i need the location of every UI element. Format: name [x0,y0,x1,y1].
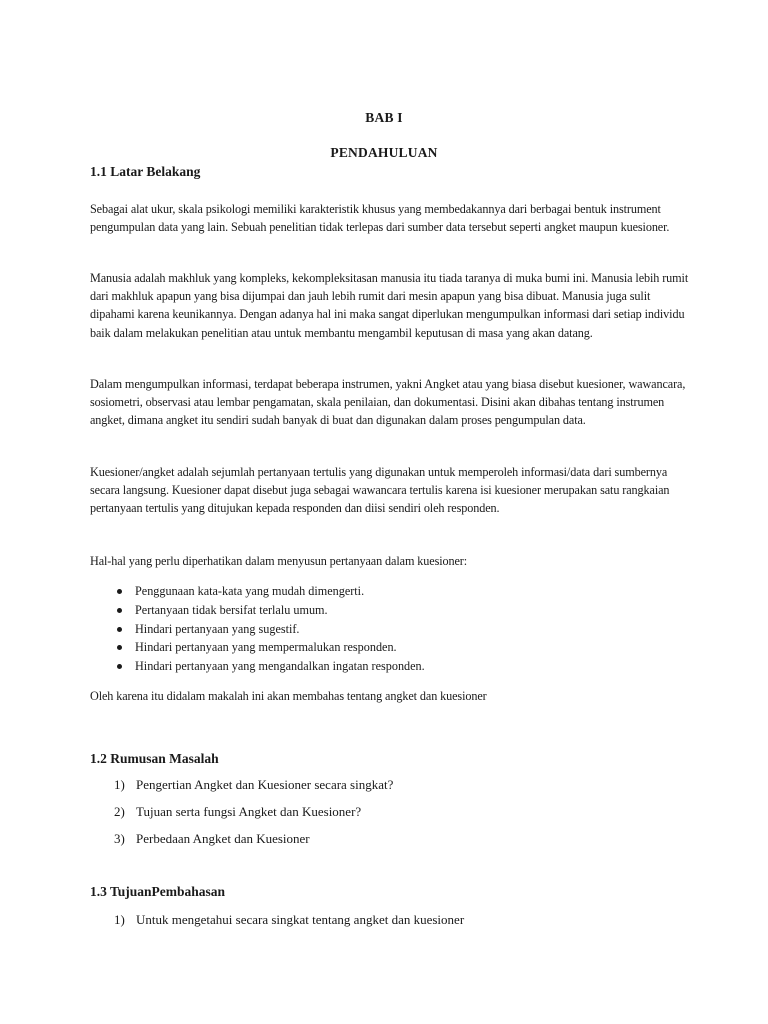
bullet-list [90,582,690,676]
list-item-text: Perbedaan Angket dan Kuesioner [136,831,310,846]
bullet-item: Penggunaan kata-kata yang mudah dimengerti. [90,582,690,601]
list-item-text: Tujuan serta fungsi Angket dan Kuesioner? [136,804,362,819]
section-heading-latar-belakang: 1.1 Latar Belakang [90,164,201,179]
bullet-item: Hindari pertanyaan yang sugestif. [90,620,690,639]
numbered-list-tujuan [90,911,690,938]
list-number: 2) [114,804,125,819]
list-item [90,830,690,857]
bullet-item: Hindari pertanyaan yang mempermalukan responden. [90,638,690,657]
list-item [90,776,690,803]
bullet-item: Pertanyaan tidak bersifat terlalu umum. [90,601,690,620]
chapter-label: BAB I [365,110,403,125]
list-number: 1) [114,777,125,792]
paragraph: Sebagai alat ukur, skala psikologi memiliki karakteristik khusus yang membedakannya dari berbagai bentuk instrument pengumpulan data yang lain. Sebuah penelitian tidak terlepas dari sumber data tersebut seperti angket maupun kuesioner. [90,202,670,235]
paragraph: Dalam mengumpulkan informasi, terdapat beberapa instrumen, yakni Angket atau yang biasa disebut kuesioner, wawancara, sosiometri, observasi atau lembar pengamatan, skala penilaian, dan dokumentasi. Disini akan dibahas tentang instrumen angket, dimana angket itu sendiri sudah banyak di buat dan digunakan dalam proses pengumpulan data. [90,377,686,428]
section-heading-tujuan-pembahasan: 1.3 TujuanPembahasan [90,884,226,899]
list-number: 1) [114,912,125,927]
list-item [90,911,690,938]
bullet-item: Hindari pertanyaan yang mengandalkan ingatan responden. [90,657,690,676]
numbered-list-rumusan [90,776,690,857]
paragraph: Hal-hal yang perlu diperhatikan dalam menyusun pertanyaan dalam kuesioner: [90,554,468,568]
closing-paragraph: Oleh karena itu didalam makalah ini akan membahas tentang angket dan kuesioner [90,689,487,703]
list-item [90,803,690,830]
chapter-title: PENDAHULUAN [330,145,438,160]
list-number: 3) [114,831,125,846]
section-heading-rumusan-masalah: 1.2 Rumusan Masalah [90,751,219,766]
paragraph: Manusia adalah makhluk yang kompleks, kekompleksitasan manusia itu tiada taranya di muka bumi ini. Manusia lebih rumit dari makhluk apapun yang bisa dijumpai dan jauh lebih rumit dari mesin apapun yang bisa dibuat. Manusia juga sulit dipahami karena keunikannya. Dengan adanya hal ini maka sangat diperlukan mengumpulkan informasi dari setiap individu baik dalam melakukan penelitian atau untuk membantu mengambil keputusan di masa yang akan datang. [90,271,689,340]
paragraph: Kuesioner/angket adalah sejumlah pertanyaan tertulis yang digunakan untuk memperoleh informasi/data dari sumbernya secara langsung. Kuesioner dapat disebut juga sebagai wawancara tertulis karena isi kuesioner merupakan satu rangkaian pertanyaan tertulis yang ditujukan kepada responden dan diisi sendiri oleh responden. [90,465,670,516]
list-item-text: Untuk mengetahui secara singkat tentang angket dan kuesioner [136,912,465,927]
list-item-text: Pengertian Angket dan Kuesioner secara singkat? [136,777,394,792]
